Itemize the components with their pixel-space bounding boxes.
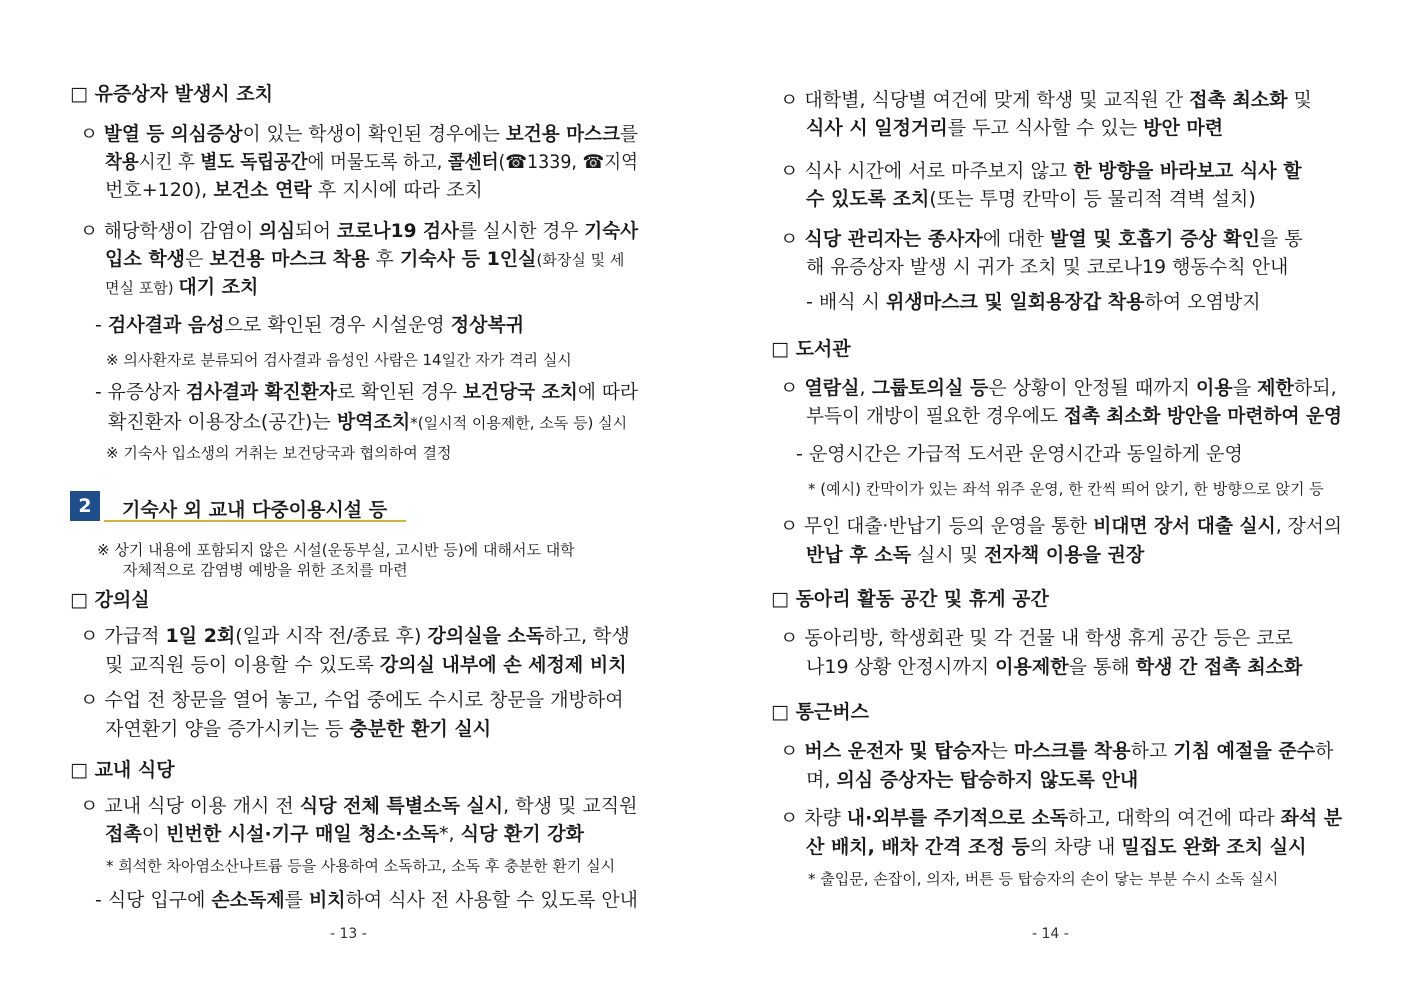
text-segment: 를 (620, 123, 639, 145)
emphasis-text: 학생 간 접촉 최소화 (1135, 656, 1303, 678)
text-line (80, 687, 624, 713)
text-segment: 나19 상황 안정시까지 (806, 656, 996, 678)
text-line (80, 623, 630, 649)
text-segment: 하고 (1130, 740, 1174, 762)
text-segment: 을 통해 (1068, 656, 1136, 678)
text-segment: 를 (284, 889, 309, 911)
text-line (105, 177, 483, 203)
text-segment: ㅇ (80, 123, 104, 145)
text-line (105, 274, 258, 301)
emphasis-text: 버스 운전자 및 탑승자 (804, 740, 990, 762)
text-segment: 을 (1232, 377, 1258, 399)
text-segment: 하여 식사 전 사용할 수 있도록 안내 (345, 889, 638, 911)
text-segment: ㅇ 가급적 (80, 625, 166, 647)
text-segment: 이 (141, 823, 167, 845)
emphasis-text: 이용 (1196, 377, 1233, 399)
text-segment: 해 유증상자 발생 시 귀가 조치 및 코로나19 행동수칙 안내 (806, 256, 1289, 278)
emphasis-text: 발열 등 의심증상 (103, 123, 243, 145)
text-line (806, 186, 1256, 212)
emphasis-text: 방안 마련 (1143, 117, 1224, 139)
section-title: 기숙사 외 교내 다중이용시설 등 (122, 499, 388, 521)
text-segment: ㅇ (780, 377, 805, 399)
emphasis-text: 발열 및 호흡기 증상 확인 (1049, 228, 1260, 250)
text-line (780, 87, 1312, 113)
emphasis-text: 콜센터 (447, 151, 499, 173)
text-line (780, 513, 1342, 539)
text-segment: 에 대한 (982, 228, 1050, 250)
text-line (80, 793, 637, 819)
text-segment: 의 차량 내 (1029, 836, 1122, 858)
emphasis-text: 접촉 최소화 방안을 마련하여 운영 (1063, 405, 1342, 427)
text-segment: 를 두고 식사할 수 있는 (947, 117, 1144, 139)
text-segment: 후 (369, 248, 400, 270)
text-line (806, 834, 1306, 860)
emphasis-text: 식당 환기 강화 (460, 823, 584, 845)
text-segment: - 유증상자 (95, 381, 186, 403)
text-segment: 하여 오염방지 (1144, 291, 1261, 313)
text-segment: ㅇ 무인 대출·반납기 등의 운영을 통한 (780, 515, 1094, 537)
emphasis-text: 강의실 내부에 손 세정제 비치 (379, 654, 627, 676)
emphasis-text: 1일 2회 (165, 625, 236, 647)
text-segment: ㅇ 대학별, 식당별 여건에 맞게 학생 및 교직원 간 (780, 89, 1190, 111)
emphasis-text: 마스크를 착용 (1013, 740, 1131, 762)
text-segment: (또는 투명 칸막이 등 물리적 격벽 설치) (929, 188, 1256, 210)
text-segment: ㅇ 차량 (780, 807, 847, 829)
text-line (780, 625, 1293, 651)
emphasis-text: 내·외부를 주기적으로 소독 (846, 807, 1068, 829)
section-underline (104, 520, 406, 522)
emphasis-text: 좌석 분 (1280, 807, 1342, 829)
text-segment: - 배식 시 (806, 291, 887, 313)
emphasis-text: 전자책 이용을 권장 (984, 544, 1145, 566)
emphasis-text: 빈번한 시설·기구 매일 청소·소독 (166, 823, 440, 845)
page-14: ㅇ 대학별, 식당별 여건에 맞게 학생 및 교직원 간 접촉 최소화 및 식사 시 일정거리를 두고 식사할 수 있는 방안 마련 ㅇ 식사 시간에 서로 마주보지 않고 한 방향을 바라보고 식사 할 수 있도록 조치(또는 투명 칸막이 등 물리적 격벽 설치) ㅇ 식당 관리자는 종사자에 대한 발열 및 호흡기 증상 확인을 통 해 유증상자 발생 시 귀가 조치 및 코로나19 행동수칙 안내 - 배식 시 위생마스크 및 일회용장갑 착용하여 오염방지 □ 도서관 ㅇ 열람실, 그룹토의실 등은 상황이 안정될 때까지 이용을 제한하되, 부득이 개방이 필요한 경우에도 접촉 최소화 방안을 마련하여 운영 - 운영시간은 가급적 도서관 운영시간과 동일하게 운영 * (예시) 칸막이가 있는 좌석 위주 운영, 한 칸씩 띄어 앉기, 한 방향으로 앉기 등 ㅇ 무인 대출·반납기 등의 운영을 통한 비대면 장서 대출 실시, 장서의 반납 후 소독 실시 및 전자책 이용을 권장 □ 동아리 활동 공간 및 휴게 공간 ㅇ 동아리방, 학생회관 및 각 건물 내 학생 휴게 공간 등은 코로 나19 상황 안정시까지 이용제한을 통해 학생 간 접촉 최소화 □ 통근버스 ㅇ 버스 운전자 및 탑승자는 마스크를 착용하고 기침 예절을 준수하 며, 의심 증상자는 탑승하지 않도록 안내 ㅇ 차량 내·외부를 주기적으로 소독하고, 대학의 여건에 따라 좌석 분 산 배치, 배차 간격 조정 등의 차량 내 밀집도 완화 조치 실시 * 출입문, 손잡이, 의자, 버튼 등 탑승자의 손이 닿는 부분 수시 소독 실시 - 14 - (771, 89, 1342, 942)
text-segment: 및 교직원 등이 이용할 수 있도록 (105, 654, 380, 676)
text-line (806, 115, 1223, 141)
text-segment: 확진환자 이용장소(공간)는 (108, 411, 337, 433)
text-segment: 은 (185, 248, 210, 270)
text-line (806, 403, 1342, 429)
text-segment: 하고, 대학의 여건에 따라 (1067, 807, 1281, 829)
emphasis-text: 보건당국 조치 (463, 381, 578, 403)
emphasis-text: 대기 조치 (178, 276, 259, 298)
text-line (806, 654, 1302, 680)
text-line (95, 312, 524, 338)
emphasis-text: 손소독제 (211, 889, 285, 911)
text-segment: 며, (806, 769, 837, 791)
emphasis-text: 입소 학생 (105, 248, 186, 270)
text-segment: 및 (1287, 89, 1312, 111)
text-line (780, 375, 1337, 401)
text-segment: 에 따라 (577, 381, 638, 403)
text-segment: 를 실시한 경우 (458, 220, 585, 242)
emphasis-text: 정상복귀 (450, 314, 525, 336)
text-line (780, 805, 1342, 831)
text-segment: 면실 포함) (105, 279, 179, 297)
emphasis-text: 기침 예절을 준수 (1173, 740, 1316, 762)
emphasis-text: 접촉 최소화 (1189, 89, 1288, 111)
emphasis-text: 식당 전체 특별소독 실시 (299, 795, 504, 817)
text-segment: ㅇ (780, 228, 805, 250)
text-segment: ㅇ 교내 식당 이용 개시 전 (80, 795, 300, 817)
emphasis-text: 의심 (259, 220, 296, 242)
text-segment: 하되, (1293, 377, 1337, 399)
text-segment: 는 (989, 740, 1014, 762)
text-segment: 자연환기 양을 증가시키는 등 (105, 718, 350, 740)
emphasis-text: 검사결과 음성 (107, 314, 225, 336)
emphasis-text: 산 배치, 배차 간격 조정 등 (806, 836, 1030, 858)
text-segment: 되어 (295, 220, 337, 242)
page-number: - 14 - (1032, 926, 1069, 942)
text-line (95, 887, 638, 913)
text-segment: ㅇ 해당학생이 감염이 (80, 220, 260, 242)
text-segment: 을 통 (1259, 228, 1303, 250)
text-segment: 으로 확인된 경우 시설운영 (224, 314, 451, 336)
text-line (780, 158, 1302, 184)
text-line (806, 542, 1144, 568)
text-line (105, 246, 624, 273)
text-line (105, 652, 627, 678)
page-number: - 13 - (330, 926, 367, 942)
emphasis-text: 기숙사 등 1인실 (399, 248, 537, 270)
emphasis-text: 착용 (105, 151, 139, 173)
emphasis-text: 반납 후 소독 (806, 544, 911, 566)
emphasis-text: 이용제한 (995, 656, 1069, 678)
emphasis-text: 접촉 (105, 823, 142, 845)
text-segment: 로 확인된 경우 (336, 381, 464, 403)
text-segment: ㅇ (780, 740, 805, 762)
emphasis-text: 의심 증상자는 탑승하지 않도록 안내 (836, 769, 1139, 791)
text-line (80, 218, 638, 244)
emphasis-text: 비치 (308, 889, 346, 911)
text-line (105, 149, 638, 175)
text-segment: 실시 및 (911, 544, 985, 566)
text-line (806, 254, 1288, 280)
text-segment: 시킨 후 (138, 151, 201, 173)
text-segment: ㅇ 식사 시간에 서로 마주보지 않고 (780, 160, 1074, 182)
emphasis-text: 보건소 연락 (213, 179, 312, 201)
emphasis-text: 그룹토의실 등 (871, 377, 989, 399)
emphasis-text: 검사결과 확진환자 (185, 381, 337, 403)
emphasis-text: 방역조치 (336, 411, 411, 433)
text-line (806, 289, 1261, 315)
emphasis-text: 코로나19 검사 (336, 220, 459, 242)
text-line (105, 716, 491, 742)
emphasis-text: 기숙사 (584, 220, 639, 242)
emphasis-text: 식당 관리자는 종사자 (804, 228, 983, 250)
text-segment: - (95, 314, 108, 336)
text-segment: *(일시적 이용제한, 소독 등) 실시 (410, 414, 628, 432)
emphasis-text: 충분한 환기 실시 (349, 718, 492, 740)
text-line (95, 379, 638, 405)
text-line (806, 767, 1138, 793)
emphasis-text: 수 있도록 조치 (806, 188, 930, 210)
emphasis-text: 별도 독립공간 (200, 151, 308, 173)
text-line (80, 121, 638, 147)
text-segment: , 장서의 (1275, 515, 1342, 537)
emphasis-text: 열람실 (804, 377, 860, 399)
emphasis-text: 밀집도 완화 조치 실시 (1121, 836, 1307, 858)
text-segment: 에 머물도록 하고, (307, 151, 448, 173)
section-number-badge: 2 (70, 491, 100, 521)
emphasis-text: 강의실을 소독 (427, 625, 545, 647)
emphasis-text: 보건용 마스크 (505, 123, 621, 145)
emphasis-text: 비대면 장서 대출 실시 (1093, 515, 1276, 537)
text-segment: 후 지시에 따라 조치 (311, 179, 483, 201)
text-segment: , 학생 및 교직원 (503, 795, 638, 817)
text-segment: 이 있는 학생이 확인된 경우에는 (242, 123, 506, 145)
text-line (780, 738, 1333, 764)
text-segment: ㅇ 수업 전 창문을 열어 놓고, 수업 중에도 수시로 창문을 개방하여 (80, 689, 624, 711)
text-segment: 하 (1315, 740, 1334, 762)
text-line (780, 226, 1303, 252)
text-segment: 은 상황이 안정될 때까지 (988, 377, 1197, 399)
emphasis-text: 식사 시 일정거리 (806, 117, 948, 139)
text-segment: - 식당 입구에 (95, 889, 212, 911)
emphasis-text: 위생마스크 및 일회용장갑 착용 (886, 291, 1145, 313)
text-segment: (☎1339, ☎지역 (498, 151, 638, 173)
text-segment: 하고, 학생 (544, 625, 630, 647)
text-segment: 부득이 개방이 필요한 경우에도 (806, 405, 1064, 427)
text-segment: *, (439, 823, 461, 845)
text-segment: , (859, 377, 872, 399)
emphasis-text: 한 방향을 바라보고 식사 할 (1073, 160, 1302, 182)
page-13: □ 유증상자 발생시 조치 ㅇ 발열 등 의심증상이 있는 학생이 확인된 경우에는 보건용 마스크를 착용시킨 후 별도 독립공간에 머물도록 하고, 콜센터(☎1339, ☎지역 번호+120), 보건소 연락 후 지시에 따라 조치 ㅇ 해당학생이 감염이 의심되어 코로나19 검사를 실시한 경우 기숙사 입소 학생은 보건용 마스크 착용 후 기숙사 등 1인실(화장실 및 세 면실 포함) 대기 조치 - 검사결과 음성으로 확인된 경우 시설운영 정상복귀 ※ 의사환자로 분류되어 검사결과 음성인 사람은 14일간 자가 격리 실시 - 유증상자 검사결과 확진환자로 확인된 경우 보건당국 조치에 따라 확진환자 이용장소(공간)는 방역조치*(일시적 이용제한, 소독 등) 실시 ※ 기숙사 입소생의 거취는 보건당국과 협의하여 결정 2 기숙사 외 교내 다중이용시설 등 ※ 상기 내용에 포함되지 않은 시설(운동부실, 고시반 등)에 대해서도 대학 자체적으로 감염병 예방을 위한 조치를 마련 □ 강의실 ㅇ 가급적 1일 2회(일과 시작 전/종료 후) 강의실을 소독하고, 학생 및 교직원 등이 이용할 수 있도록 강의실 내부에 손 세정제 비치 ㅇ 수업 전 창문을 열어 놓고, 수업 중에도 수시로 창문을 개방하여 자연환기 양을 증가시키는 등 충분한 환기 실시 □ 교내 식당 ㅇ 교내 식당 이용 개시 전 식당 전체 특별소독 실시, 학생 및 교직원 접촉이 빈번한 시설·기구 매일 청소·소독*, 식당 환기 강화 * 희석한 차아염소산나트륨 등을 사용하여 소독하고, 소독 후 충분한 환기 실시 - 식당 입구에 손소독제를 비치하여 식사 전 사용할 수 있도록 안내 - 13 - (70, 83, 639, 942)
text-segment: 번호+120), (105, 179, 214, 201)
text-segment: (화장실 및 세 (536, 251, 625, 269)
text-line (108, 409, 627, 436)
emphasis-text: 제한 (1257, 377, 1294, 399)
emphasis-text: 보건용 마스크 착용 (209, 248, 370, 270)
text-segment: (일과 시작 전/종료 후) (235, 625, 428, 647)
text-segment: ㅇ 동아리방, 학생회관 및 각 건물 내 학생 휴게 공간 등은 코로 (780, 627, 1293, 649)
text-line (105, 821, 584, 847)
